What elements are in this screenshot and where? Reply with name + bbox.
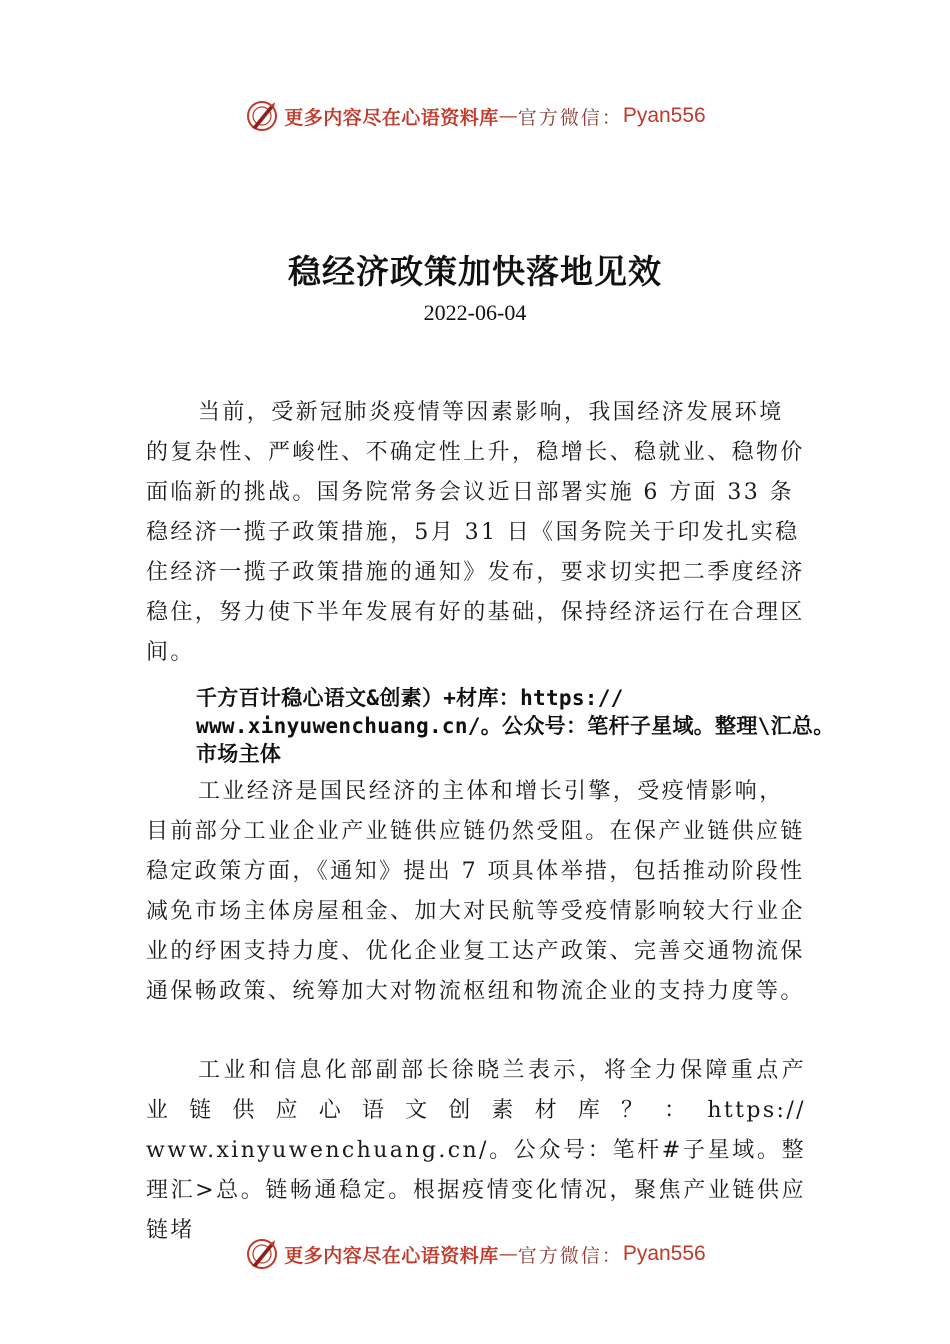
header-brand-text: 更多内容尽在心语资料库 xyxy=(284,106,499,129)
header-wechat-handle: Pyan556 xyxy=(622,104,706,127)
footer-separator: — xyxy=(498,1243,518,1265)
paragraph-1: 当前，受新冠肺炎疫情等因素影响，我国经济发展环境的复杂性、严峻性、不确定性上升，稳增长、稳就业、稳物价面临新的挑战。国务院常务会议近日部署实施 6 方面 33 条稳经济一揽子政策措施，5月 31 日《国务院关于印发扎实稳住经济一揽子政策措施的通知》发布，要求切实把二季度经济稳住，努力使下半年发展有好的基础，保持经济运行在合理区间。 xyxy=(146,400,805,665)
footer-wechat-handle: Pyan556 xyxy=(622,1242,706,1265)
footer-brand-text: 更多内容尽在心语资料库 xyxy=(284,1244,499,1267)
paragraph-3: 工业经济是国民经济的主体和增长引擎，受疫情影响，目前部分工业企业产业链供应链仍然受阻。在保产业链供应链稳定政策方面，《通知》提出 7 项具体举措，包括推动阶段性减免市场主体房屋租金、加大对民航等受疫情影响较大行业企业的纾困支持力度、优化企业复工达产政策、完善交通物流保通保畅政策、统筹加大对物流枢纽和物流企业的支持力度等。 xyxy=(146,779,805,1004)
footer-wechat-label: 官方微信： xyxy=(517,1244,623,1267)
quill-seal-logo-icon xyxy=(244,1236,280,1272)
bold-insert-block: 千方百计稳心语文&创素）+材库：https:// www.xinyuwenchuang.cn/。公众号：笔杆子星域。整理\汇总。市场主体 xyxy=(196,686,835,766)
footer-banner xyxy=(0,1234,950,1274)
article-title: 稳经济政策加快落地见效 xyxy=(288,252,662,291)
paragraph-4: 工业和信息化部副部长徐晓兰表示，将全力保障重点产业链供应心语文创素材库？：https:// www.xinyuwenchuang.cn/。公众号：笔杆#子星域。整理汇>总。链畅通稳定。根据疫情变化情况，聚焦产业链供应链堵 xyxy=(146,1058,806,1243)
header-banner xyxy=(0,96,950,136)
article-date: 2022-06-04 xyxy=(423,300,527,325)
header-separator: — xyxy=(498,105,518,127)
quill-seal-logo-icon xyxy=(244,98,280,134)
header-wechat-label: 官方微信： xyxy=(517,106,623,129)
